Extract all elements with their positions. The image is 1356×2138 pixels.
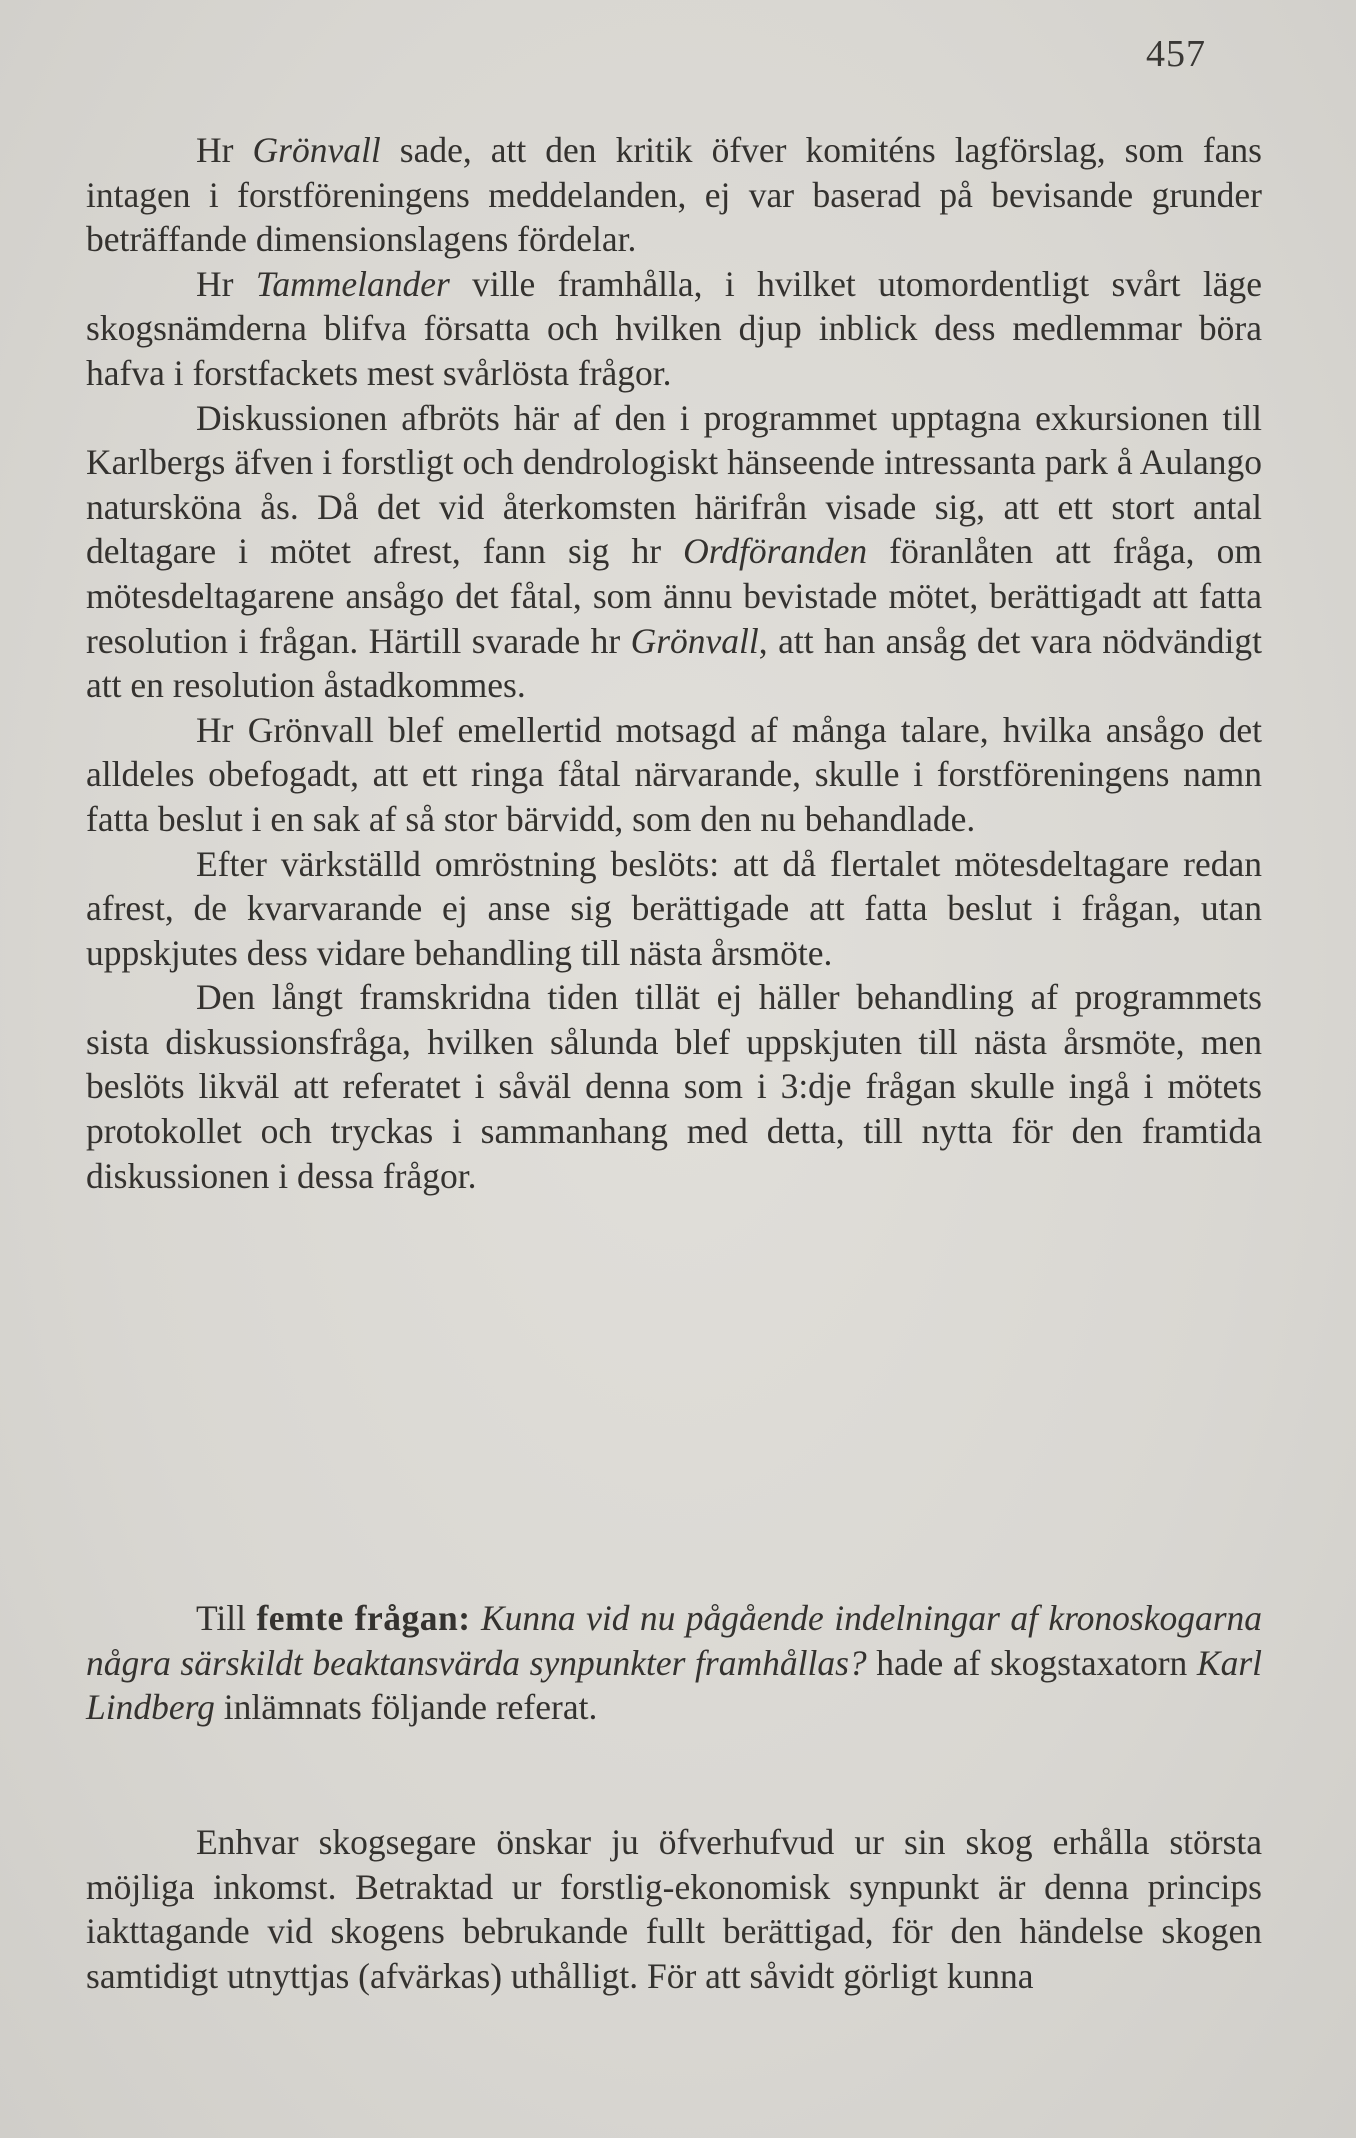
question-section [86,1596,1262,1730]
person-name: Grönvall [252,130,381,170]
person-name: Tammelander [255,263,450,304]
referat-paragraph [86,1820,1262,1998]
text-run: Till [196,1598,257,1638]
paragraph [86,708,1262,842]
page-number: 457 [1146,33,1206,75]
text-run: , att han ansåg det vara nödvändigt att en resolution åstadkommes. [86,620,1262,706]
person-name: Karl Lindberg [86,1642,1262,1728]
referat-section [86,1820,1262,1998]
text-run: sade, att den kritik öfver komiténs lagförslag, som fans intagen i forstföreningens meddelanden, ej var baserad på bevisande grunder beträffande dimensionslagens fördelar. [86,130,1262,260]
text-run: hade af skogstaxatorn [866,1642,1197,1683]
text-run: inlämnats följande referat. [214,1687,598,1728]
question-text: Kunna vid nu pågående indelningar af kronoskogarna några särskildt beaktansvärda synpunkter framhållas? [86,1598,1263,1683]
text-run: Enhvar skogsegare önskar ju öfverhufvud ur sin skog erhålla största möjliga inkomst. Betraktad ur forstlig-ekonomisk synpunkt är denna princips iakttagande vid skogens bebrukande fullt berättigad, för den händelse skogen samtidigt utnyttjas (afvärkas) uthålligt. För att såvidt görligt kunna [86,1822,1262,1996]
paragraph [86,262,1262,396]
text-run: Diskussionen afbröts här af den i programmet upptagna exkursionen till Karlbergs äfven i forstligt och dendrologiskt hänseende intressanta park å Aulango natursköna ås. Då det vid återkomsten härifrån visade sig, att ett stort antal deltagare i mötet afrest, fann sig hr [86,397,1262,572]
main-text [86,128,1262,1198]
person-name: Grönvall [630,620,759,661]
text-run: föranlåten att fråga, om mötesdeltagarene ansågo det fåtal, som ännu bevistade mötet, berättigadt att fatta resolution i frågan. Härtill svarade hr [86,531,1262,661]
text-run [471,1598,481,1638]
text-run: Efter värkställd omröstning beslöts: att då flertalet mötesdeltagare redan afrest, de kvarvarande ej anse sig berättigade att fatta beslut i frågan, utan uppskjutes dess vidare behandling till nästa årsmöte. [86,843,1262,973]
text-run: Hr [196,130,253,170]
paragraph [86,128,1262,262]
question-paragraph [86,1596,1262,1730]
paragraph [86,842,1262,976]
text-run: Den långt framskridna tiden tillät ej häller behandling af programmets sista diskussionsfråga, hvilken sålunda blef uppskjuten till nästa årsmöte, men beslöts likväl att referatet i såväl denna som i 3:dje frågan skulle ingå i mötets protokollet och tryckas i sammanhang med detta, till nytta för den framtida diskussionen i dessa frågor. [86,977,1262,1196]
question-heading: femte frågan: [256,1598,471,1638]
text-run: Hr Grönvall blef emellertid motsagd af många talare, hvilka ansågo det alldeles obefogadt, att ett ringa fåtal närvarande, skulle i forstföreningens namn fatta beslut i en sak af så stor bärvidd, som den nu behandlade. [86,709,1262,839]
text-run: Hr [196,263,256,304]
text-run: ville framhålla, i hvilket utomordentligt svårt läge skogsnämderna blifva försatta och hvilken djup inblick dess medlemmar böra hafva i forstfackets mest svårlösta frågor. [86,263,1262,393]
paragraph [86,975,1262,1198]
person-name: Ordföranden [683,531,868,572]
paragraph [86,396,1262,708]
